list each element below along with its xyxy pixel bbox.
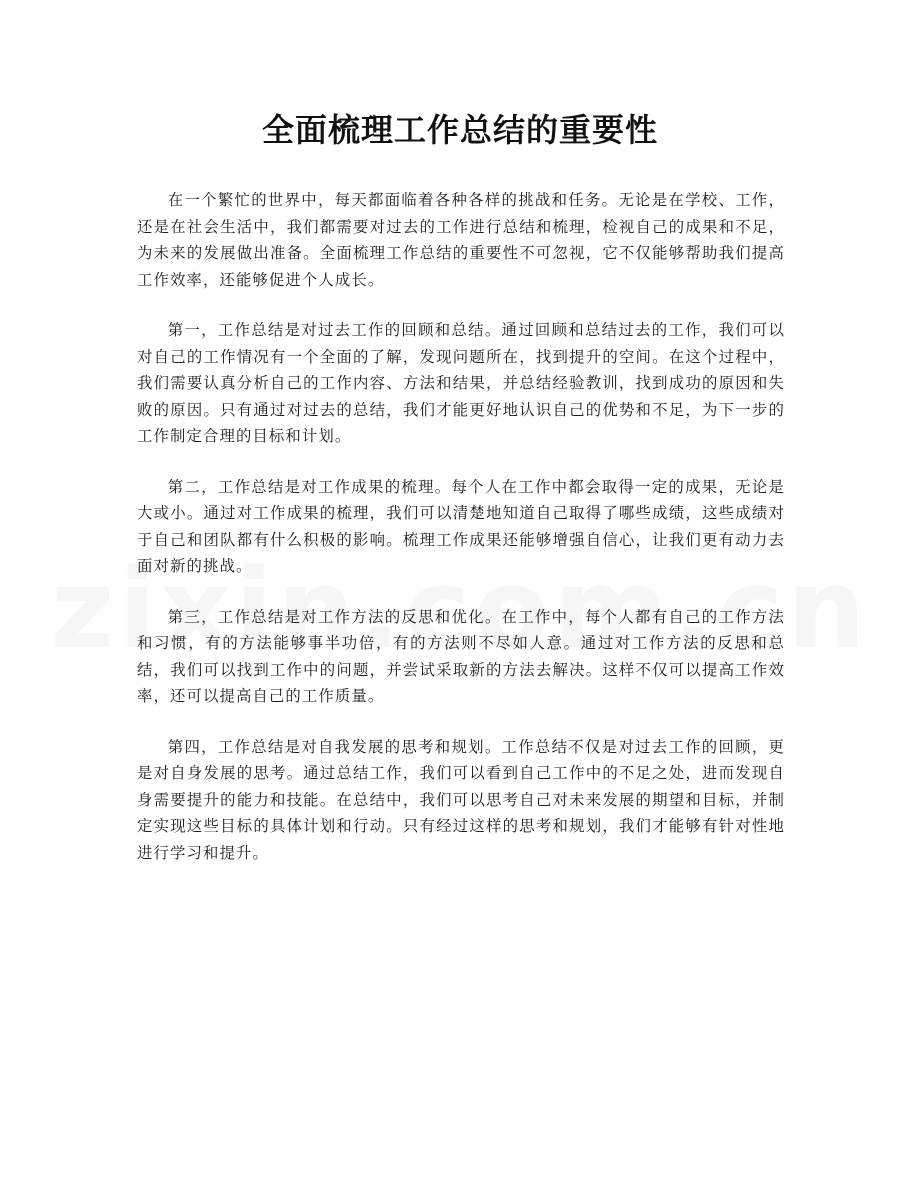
paragraph-second: 第二，工作总结是对工作成果的梳理。每个人在工作中都会取得一定的成果，无论是大或小。通过对工作成果的梳理，我们可以清楚地知道自己取得了哪些成绩，这些成绩对于自己和团队都有什么积极的影响。梳理工作成果还能够增强自信心，让我们更有动力去面对新的挑战。 [137,477,785,575]
document-body [137,187,785,890]
paragraph-third: 第三，工作总结是对工作方法的反思和优化。在工作中，每个人都有自己的工作方法和习惯，有的方法能够事半功倍，有的方法则不尽如人意。通过对工作方法的反思和总结，我们可以找到工作中的问题，并尝试采取新的方法去解决。这样不仅可以提高工作效率，还可以提高自己的工作质量。 [137,607,785,705]
paragraph-fourth: 第四，工作总结是对自我发展的思考和规划。工作总结不仅是对过去工作的回顾，更是对自身发展的思考。通过总结工作，我们可以看到自己工作中的不足之处，进而发现自身需要提升的能力和技能。在总结中，我们可以思考自己对未来发展的期望和目标，并制定实现这些目标的具体计划和行动。只有经过这样的思考和规划，我们才能够有针对性地进行学习和提升。 [137,737,785,862]
paragraph-intro: 在一个繁忙的世界中，每天都面临着各种各样的挑战和任务。无论是在学校、工作，还是在社会生活中，我们都需要对过去的工作进行总结和梳理，检视自己的成果和不足，为未来的发展做出准备。全面梳理工作总结的重要性不可忽视，它不仅能够帮助我们提高工作效率，还能够促进个人成长。 [137,191,785,289]
page-title: 全面梳理工作总结的重要性 [261,111,658,149]
paragraph-first: 第一，工作总结是对过去工作的回顾和总结。通过回顾和总结过去的工作，我们可以对自己的工作情况有一个全面的了解，发现问题所在，找到提升的空间。在这个过程中，我们需要认真分析自己的工作内容、方法和结果，并总结经验教训，找到成功的原因和失败的原因。只有通过对过去的总结，我们才能更好地认识自己的优势和不足，为下一步的工作制定合理的目标和计划。 [137,321,785,445]
